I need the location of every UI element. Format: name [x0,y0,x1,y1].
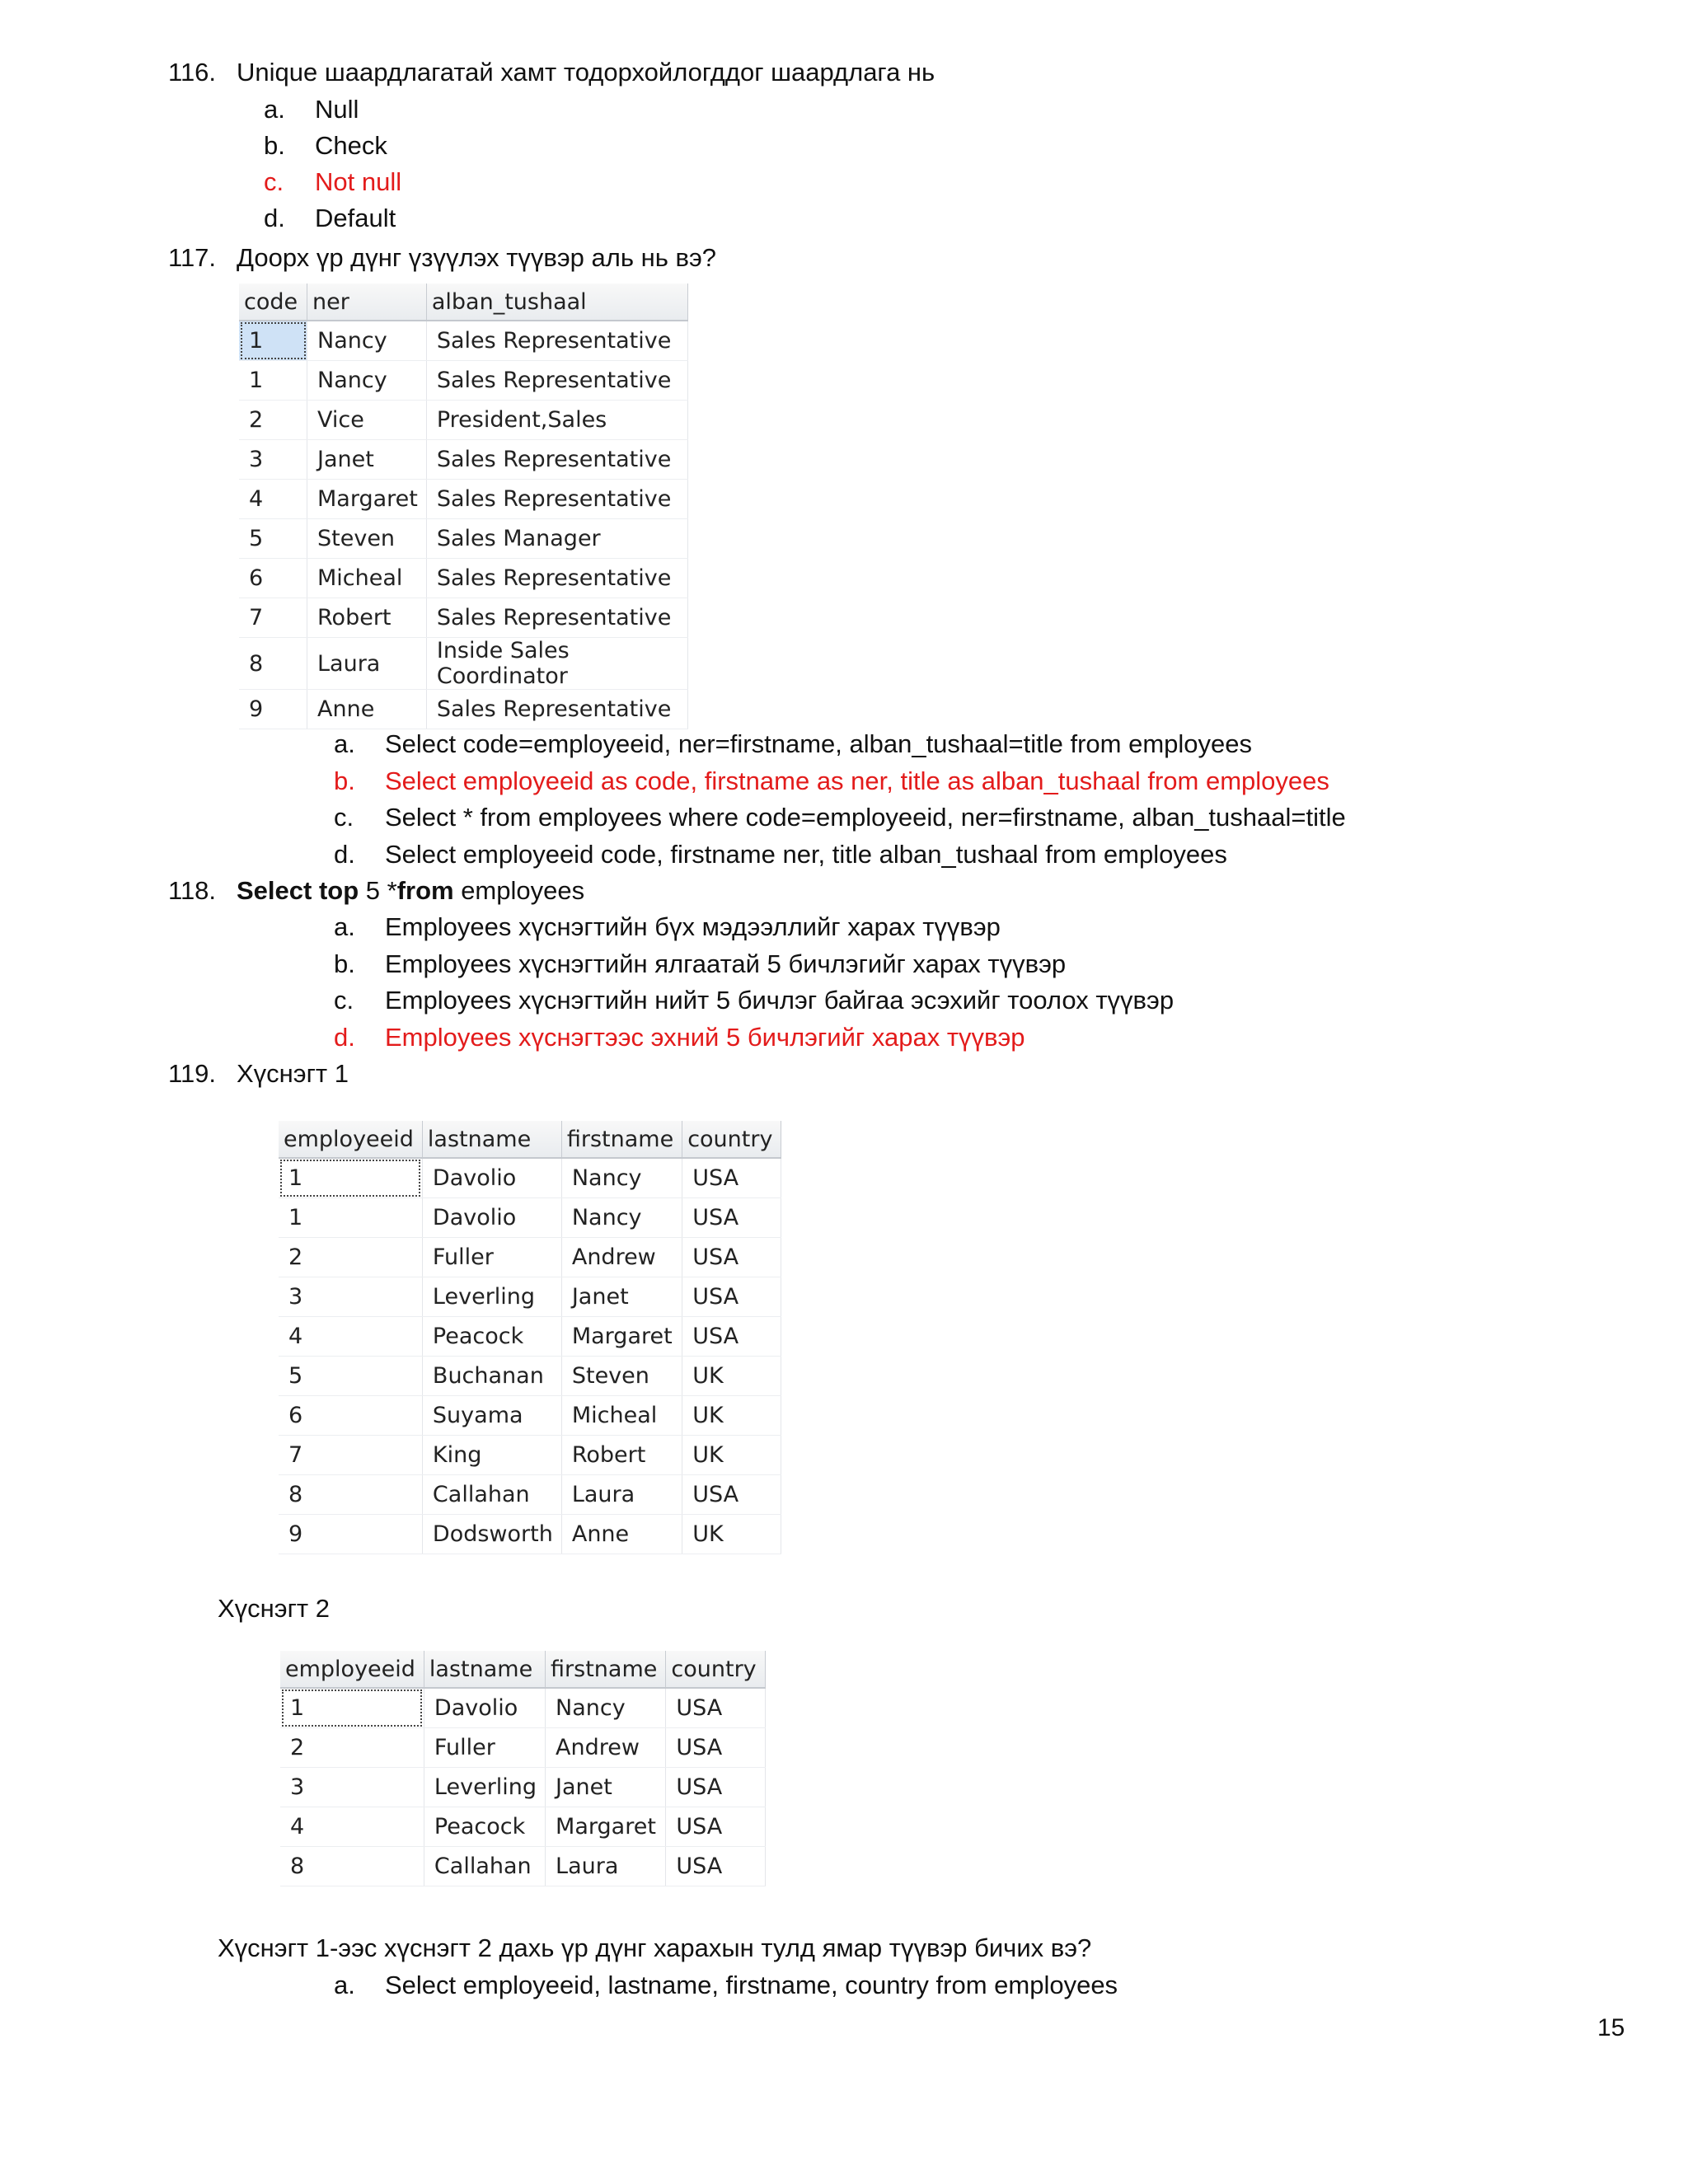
column-header: ner [307,284,427,321]
table-cell: 4 [279,1317,422,1357]
table-cell: USA [682,1158,781,1198]
table-cell: USA [666,1847,765,1886]
question-text [237,874,584,907]
table-cell: Andrew [546,1728,666,1768]
table-cell: Sales Manager [426,519,687,559]
table-cell: USA [682,1475,781,1515]
table-cell: USA [666,1728,765,1768]
table-row [279,1277,781,1317]
table-cell: 6 [279,1396,422,1436]
table-cell: Anne [307,690,427,729]
page-number: 15 [1597,2014,1625,2041]
option-letter: b. [334,949,355,978]
table-cell: 3 [239,440,307,480]
table-cell: Sales Representative [426,361,687,401]
table-cell: Laura [561,1475,682,1515]
option-text: Select employeeid, lastname, firstname, country from employees [385,1971,1118,1999]
table-cell: USA [682,1277,781,1317]
table-row [279,1396,781,1436]
table-cell: Peacock [424,1807,545,1847]
option-text: Select employeeid as code, firstname as ner, title as alban_tushaal from employees [385,766,1329,795]
table-cell: Leverling [422,1277,561,1317]
table-cell: USA [666,1688,765,1728]
table-cell: Sales Representative [426,598,687,638]
sql-text: employees [453,876,585,905]
option-text: Employees хүснэгтээс эхний 5 бичлэгийг харах түүвэр [385,1022,1025,1052]
table-cell: 9 [279,1515,422,1554]
table-row [279,1515,781,1554]
option-letter: d. [334,839,355,869]
table-cell: Nancy [561,1198,682,1238]
table-cell: Sales Representative [426,480,687,519]
table-cell: Fuller [422,1238,561,1277]
sql-keyword: from [396,876,454,905]
table-cell: Janet [546,1768,666,1807]
option-text: Select * from employees where code=employeeid, ner=firstname, alban_tushaal=title [385,803,1346,832]
table-cell: Peacock [422,1317,561,1357]
table-cell: USA [682,1198,781,1238]
table-cell: 5 [239,519,307,559]
table-cell: Sales Representative [426,440,687,480]
table-cell: Robert [561,1436,682,1475]
table-label: Хүснэгт 1 [237,1059,349,1088]
question-text: Unique шаардлагатай хамт тодорхойлогддог шаардлага нь [237,58,935,87]
table-cell: 1 [239,321,307,361]
option-text: Null [315,95,359,124]
option-letter: b. [264,131,285,160]
result-grid [239,284,688,729]
table-cell: Sales Representative [426,690,687,729]
table-cell: Andrew [561,1238,682,1277]
table-cell: 8 [279,1475,422,1515]
table-cell: Buchanan [422,1357,561,1396]
table-cell: 7 [239,598,307,638]
table-cell: Davolio [422,1158,561,1198]
column-header: employeeid [279,1121,422,1158]
table-cell: 4 [239,480,307,519]
table-row [280,1807,765,1847]
table-cell: President,Sales [426,401,687,440]
result-grid [280,1651,766,1886]
question-number: 117. [168,243,217,272]
table-cell: UK [682,1436,781,1475]
table-cell: UK [682,1396,781,1436]
option-letter: c. [334,986,354,1015]
option-text: Check [315,131,387,160]
result-grid [279,1121,781,1554]
question-number: 118. [168,876,217,905]
option-text: Employees хүснэгтийн ялгаатай 5 бичлэгийг харах түүвэр [385,949,1067,978]
table-cell: USA [682,1317,781,1357]
table-cell: Suyama [422,1396,561,1436]
question-number: 116. [168,58,217,87]
table-row [280,1688,765,1728]
table-row [279,1436,781,1475]
table-cell: 3 [279,1277,422,1317]
table-cell: Callahan [422,1475,561,1515]
table-cell: 6 [239,559,307,598]
table-cell: King [422,1436,561,1475]
option-text: Select code=employeeid, ner=firstname, alban_tushaal=title from employees [385,729,1253,758]
table-cell: UK [682,1515,781,1554]
table-cell: Leverling [424,1768,545,1807]
table-cell: 1 [279,1198,422,1238]
table-row [279,1238,781,1277]
option-letter: c. [334,803,354,832]
option-text: Default [315,204,396,232]
table-cell: 1 [239,361,307,401]
column-header: lastname [424,1651,545,1688]
table-cell: Micheal [307,559,427,598]
column-header: country [682,1121,781,1158]
option-text: Not null [315,167,402,196]
table-cell: USA [666,1807,765,1847]
table-cell: Dodsworth [422,1515,561,1554]
option-letter: a. [334,1971,355,1999]
table-cell: Robert [307,598,427,638]
table-row [280,1768,765,1807]
option-letter: d. [334,1022,355,1052]
table-cell: Margaret [307,480,427,519]
table-row [239,361,687,401]
table-cell: 2 [239,401,307,440]
table-row [239,401,687,440]
table-cell: Anne [561,1515,682,1554]
table-cell: 8 [239,638,307,690]
table-cell: 9 [239,690,307,729]
table-row [239,440,687,480]
sql-keyword: Select top [237,876,359,905]
table-cell: 2 [280,1728,424,1768]
table-row [239,321,687,361]
table-row [239,480,687,519]
table-cell: 1 [279,1158,422,1198]
table-row [279,1198,781,1238]
option-letter: a. [334,912,355,941]
table-cell: Sales Representative [426,321,687,361]
table-row [239,519,687,559]
table-cell: Laura [546,1847,666,1886]
table-cell: Nancy [307,361,427,401]
table-cell: Nancy [307,321,427,361]
table-cell: Vice [307,401,427,440]
column-header: country [666,1651,765,1688]
question-text: Хүснэгт 1-ээс хүснэгт 2 дахь үр дүнг харахын тулд ямар түүвэр бичих вэ? [218,1933,1092,1962]
column-header: firstname [546,1651,666,1688]
table-row [279,1357,781,1396]
table-label: Хүснэгт 2 [218,1594,330,1623]
table-cell: Davolio [422,1198,561,1238]
table-cell: 3 [280,1768,424,1807]
column-header: employeeid [280,1651,424,1688]
table-cell: Steven [561,1357,682,1396]
option-text: Employees хүснэгтийн нийт 5 бичлэг байгаа эсэхийг тоолох түүвэр [385,986,1175,1015]
table-cell: Nancy [546,1688,666,1728]
option-letter: b. [334,766,355,795]
table-cell: Steven [307,519,427,559]
column-header: alban_tushaal [426,284,687,321]
option-text: Select employeeid code, firstname ner, title alban_tushaal from employees [385,839,1227,869]
option-letter: a. [264,95,285,124]
table-cell: 2 [279,1238,422,1277]
table-cell: Sales Representative [426,559,687,598]
sql-text: 5 * [359,876,397,905]
table-cell: Janet [307,440,427,480]
table-row [279,1317,781,1357]
table-cell: Callahan [424,1847,545,1886]
question-text: Доорх үр дүнг үзүүлэх түүвэр аль нь вэ? [237,243,717,272]
table-cell: 7 [279,1436,422,1475]
table-cell: 4 [280,1807,424,1847]
table-cell: 1 [280,1688,424,1728]
table-cell: Laura [307,638,427,690]
table-cell: UK [682,1357,781,1396]
option-letter: a. [334,729,355,758]
table-row [280,1847,765,1886]
table-row [239,690,687,729]
table-row [239,638,687,690]
option-letter: d. [264,204,285,232]
table-cell: Inside Sales Coordinator [426,638,687,690]
table-cell: 5 [279,1357,422,1396]
table-cell: Janet [561,1277,682,1317]
table-row [279,1475,781,1515]
table-cell: Fuller [424,1728,545,1768]
question-number: 119. [168,1059,217,1088]
table-cell: Margaret [561,1317,682,1357]
table-row [239,598,687,638]
table-row [279,1158,781,1198]
table-row [239,559,687,598]
column-header: firstname [561,1121,682,1158]
column-header: code [239,284,307,321]
table-cell: Micheal [561,1396,682,1436]
table-cell: USA [682,1238,781,1277]
option-letter: c. [264,167,284,196]
option-text: Employees хүснэгтийн бүх мэдээллийг харах түүвэр [385,912,1001,941]
table-cell: 8 [280,1847,424,1886]
table-row [280,1728,765,1768]
table-cell: Margaret [546,1807,666,1847]
table-cell: USA [666,1768,765,1807]
table-cell: Davolio [424,1688,545,1728]
column-header: lastname [422,1121,561,1158]
table-cell: Nancy [561,1158,682,1198]
